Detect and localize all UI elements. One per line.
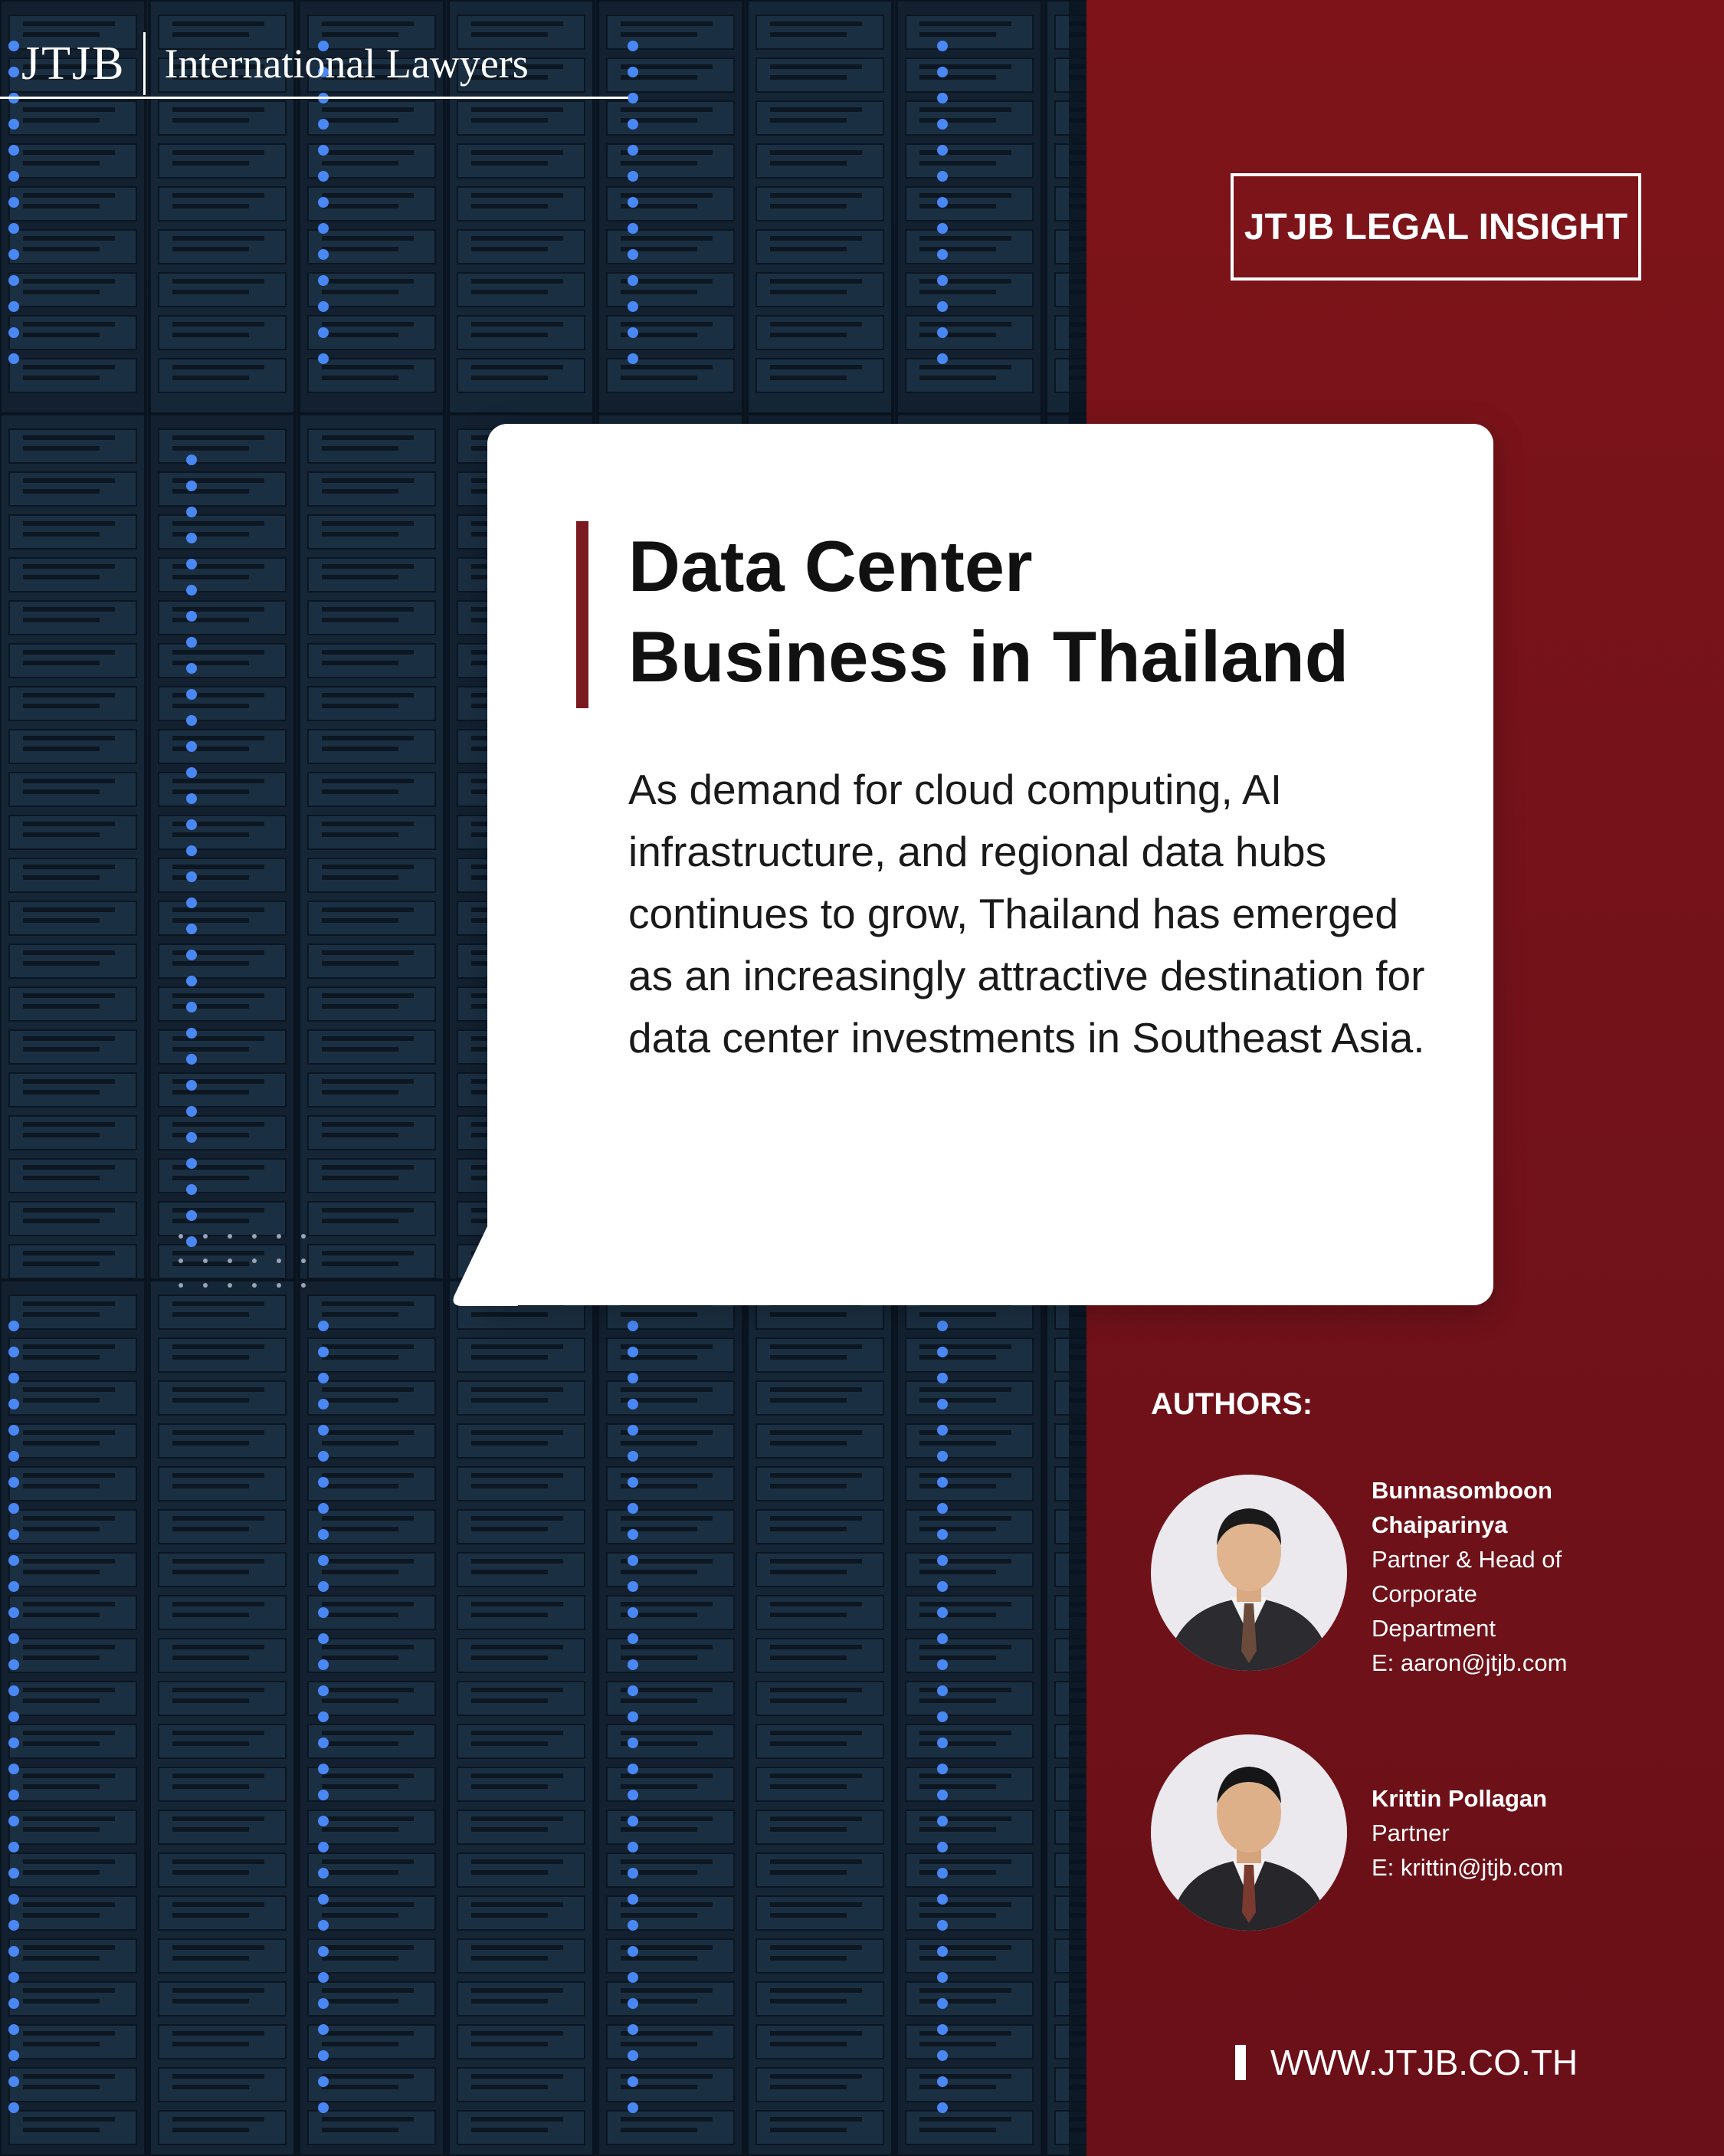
logo-tagline: International Lawyers (164, 41, 529, 87)
title-accent-bar (576, 521, 588, 708)
website-link[interactable] (1235, 2042, 1578, 2083)
website-url[interactable]: WWW.JTJB.CO.TH (1270, 2043, 1578, 2082)
author-1-role-line-2: Corporate (1372, 1580, 1477, 1607)
legal-insight-badge: JTJB LEGAL INSIGHT (1231, 173, 1641, 281)
author-1-role-line-1: Partner & Head of (1372, 1546, 1562, 1573)
author-2-photo (1151, 1734, 1347, 1931)
article-title-line-1: Data Center (628, 526, 1033, 606)
author-1-photo (1151, 1475, 1347, 1671)
card-speech-tail (449, 1226, 518, 1306)
author-2-email[interactable]: E: krittin@jtjb.com (1372, 1854, 1564, 1881)
author-2-role: Partner (1372, 1820, 1450, 1846)
website-marker (1235, 2045, 1246, 2080)
author-2-portrait (1151, 1734, 1347, 1931)
article-title (628, 521, 1471, 702)
jtjb-logo (21, 29, 529, 98)
authors-heading: AUTHORS: (1151, 1387, 1313, 1421)
author-1-details (1372, 1473, 1632, 1680)
author-1-portrait (1151, 1475, 1347, 1671)
author-2-details (1372, 1781, 1632, 1885)
author-1-role-line-3: Department (1372, 1615, 1496, 1642)
decorative-dot-grid (176, 1230, 306, 1291)
logo-mark: JTJB (21, 37, 126, 90)
author-2-name: Krittin Pollagan (1372, 1785, 1548, 1812)
author-1-email[interactable]: E: aaron@jtjb.com (1372, 1649, 1568, 1676)
article-intro: As demand for cloud computing, AI infrastructure, and regional data hubs continues to grow, Thailand has emerged as an increasingly attractive destination for data center investments in Southeast Asia. (628, 766, 1425, 1062)
author-1-name-line-2: Chaiparinya (1372, 1511, 1508, 1538)
author-1-name-line-1: Bunnasomboon (1372, 1477, 1552, 1504)
article-title-line-2: Business in Thailand (628, 616, 1349, 697)
logo-underline (0, 97, 628, 99)
